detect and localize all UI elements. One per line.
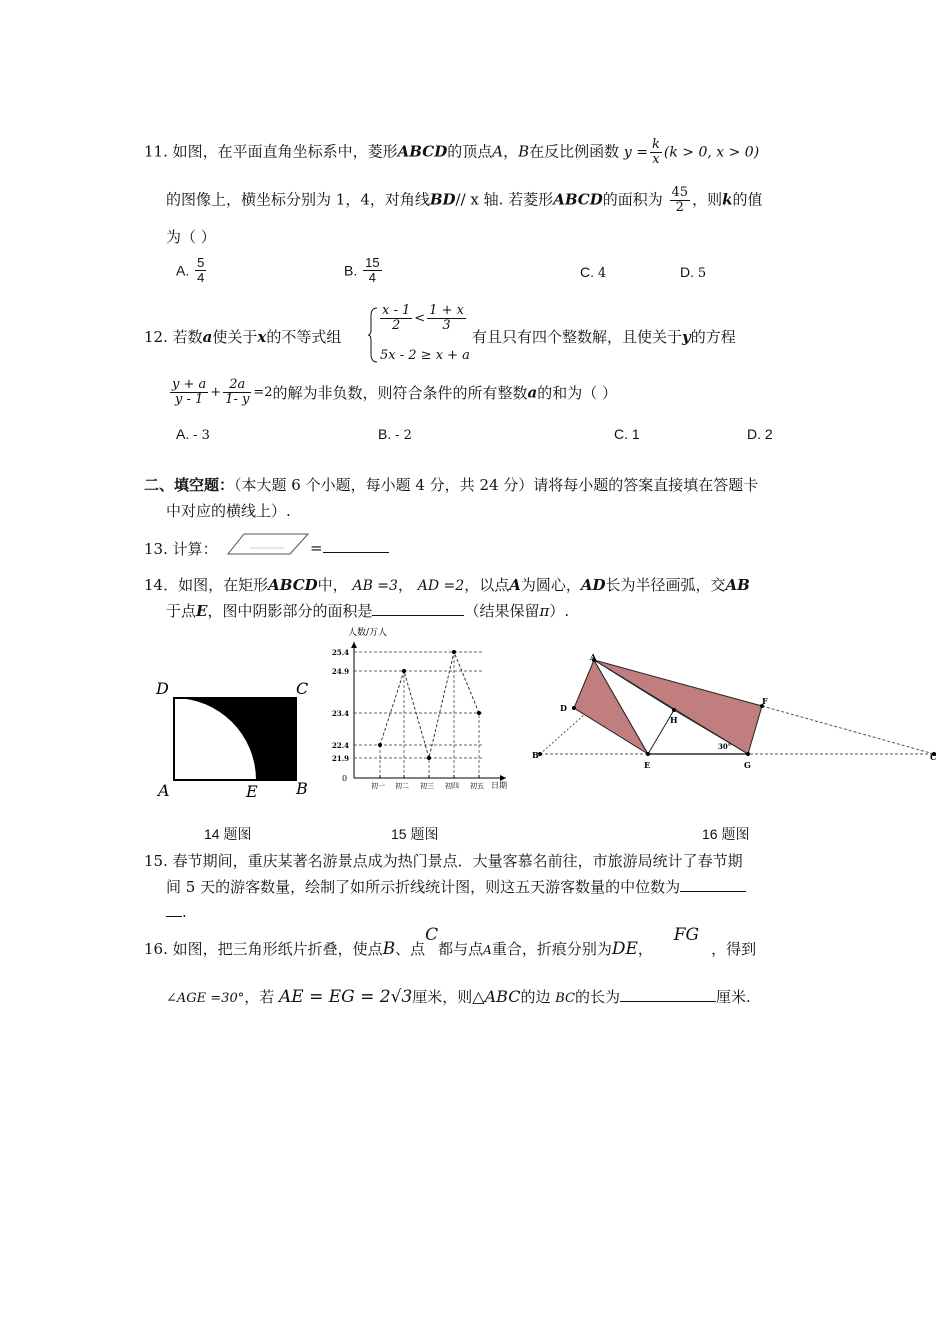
q15-answer-blank-cont[interactable] [166, 902, 182, 917]
section2-line2: 中对应的横线上）. [166, 502, 291, 520]
q12-y: y [682, 328, 691, 346]
q16-angle: ∠AGE =30° [166, 991, 245, 1006]
frac-num: y + a [172, 377, 207, 392]
q11-y-eq: y = [623, 144, 648, 161]
q16-t5: ， [637, 940, 653, 958]
q14-text-2d: ）. [549, 602, 570, 620]
q12-plus: + [210, 385, 222, 400]
q14-abl: AB [725, 576, 750, 594]
q13-answer-blank[interactable] [323, 538, 389, 553]
fig14-label-b: B [296, 779, 308, 798]
q12-line1-right [472, 326, 736, 347]
q15-line1: 15. 春节期间，重庆某著名游景点成为热门景点．大量客慕名前往，市旅游局统计了春节期 [144, 852, 743, 870]
fig16-triangle-diagram [530, 650, 944, 774]
section-instructions: （本大题 6 个小题，每小题 4 分，共 24 分）请将每小题的答案直接填在答题卡 [234, 476, 759, 494]
fig14-label-e: E [246, 782, 258, 801]
q12-text4: 有且只有四个整数解，且使关于 [472, 328, 683, 346]
fig16-point-d [572, 706, 576, 710]
q12-text5: 的方程 [690, 328, 736, 346]
q12-option-b[interactable] [378, 426, 412, 443]
fig16-segment-fc [762, 706, 934, 754]
q12-a-2: a [527, 383, 538, 402]
fig16-angle-label: 30° [718, 742, 732, 751]
q16-a: A [483, 943, 492, 957]
caption-fig16: 16 题图 [702, 826, 750, 842]
option-value: - 2 [395, 428, 412, 443]
q11-text-2d: ，则 [692, 190, 723, 209]
fig15-xtick-label: 初四 [445, 782, 459, 790]
q11-x: x [652, 152, 660, 167]
fig15-axes [351, 642, 506, 781]
frac-num: 1 + x [429, 303, 464, 318]
q11-option-b[interactable] [344, 256, 384, 285]
fig15-gridlines [354, 652, 482, 778]
q13-equals: = [310, 539, 323, 557]
q14-adl: AD [580, 576, 606, 594]
fig15-ylabel: 人数/万人 [348, 628, 388, 638]
q12-eq-frac1 [170, 378, 208, 407]
q16-t7: ，若 [244, 988, 275, 1006]
q13-text: 13. 计算： [144, 540, 218, 558]
q11-a: A [492, 142, 504, 161]
fig15-data-point [427, 756, 431, 760]
q16-t9: 的边 [520, 988, 551, 1006]
frac-den: 3 [442, 318, 451, 333]
q12-ineq1-right [427, 304, 466, 333]
option-label: A. [176, 426, 190, 442]
fig16-label-g: G [744, 760, 751, 770]
fig16-label-b: B [532, 750, 539, 760]
q16-de: DE [611, 939, 638, 959]
caption-fig15: 15 题图 [391, 826, 439, 842]
q15-answer-blank[interactable] [680, 877, 746, 892]
q11-condition: (k > 0, x > 0) [663, 144, 760, 161]
q15-period: . [182, 903, 187, 921]
option-label: B. [344, 262, 358, 279]
q11-text-c: 在反比例函数 [529, 142, 620, 161]
q12-text7: 的和为（ ） [537, 384, 618, 402]
q16-t11: 厘米. [716, 988, 751, 1006]
fig15-ytick-label: 23.4 [332, 709, 350, 718]
option-value: 5 [697, 266, 707, 281]
q12-text1: 若数 [172, 328, 203, 346]
q11-abcd-2: ABCD [553, 190, 603, 209]
fig14-label-c: C [296, 679, 309, 698]
q14-pi: π [539, 602, 550, 620]
q15-text: 间 5 天的游客数量，绘制了如所示折线统计图，则这五天游客数量的中位数为 [166, 878, 681, 896]
q15-line3 [166, 902, 187, 921]
q16-ae: AE = EG = 2√3 [279, 987, 413, 1007]
frac-den: y - 1 [174, 392, 204, 407]
q11-option-b-fraction [363, 256, 381, 285]
option-value: 4 [597, 266, 607, 281]
q14-ab: AB =3 [352, 578, 398, 594]
q14-ad: AD =2 [417, 578, 465, 594]
q11-kx-fraction [650, 138, 662, 167]
section-title: 二、填空题： [144, 476, 235, 494]
q16-abc: △ABC [472, 987, 521, 1006]
q15-line2 [166, 876, 746, 897]
q11-line1 [144, 138, 759, 167]
q12-option-a[interactable] [176, 426, 210, 443]
fig16-label-a: A [590, 652, 597, 662]
fig15-ytick-label: 24.9 [332, 667, 350, 676]
q11-line2 [166, 186, 763, 215]
q14-text-2b: ，图中阴影部分的面积是 [207, 602, 373, 620]
q16-b: B [382, 939, 396, 959]
q11-comma: ， [503, 142, 519, 161]
q11-b: B [518, 142, 530, 161]
q16-t10: 的长为 [575, 988, 621, 1006]
q12-ineq2: 5x - 2 ≥ x + a [380, 348, 470, 363]
q13-expression-image [226, 532, 310, 558]
q16-line2 [166, 986, 751, 1007]
fig16-label-d: D [560, 703, 567, 713]
fig16-point-e [646, 752, 650, 756]
fig15-xtick-label: 初五 [470, 782, 484, 790]
question-number: 11. [144, 142, 168, 161]
q11-line3: 为（ ） [166, 228, 216, 246]
frac-den: 2 [391, 318, 401, 333]
q11-text: 如图，在平面直角坐标系中，菱形 [172, 142, 398, 161]
q11-area-den: 2 [675, 200, 684, 215]
section2-line1 [144, 474, 758, 495]
q11-area-fraction [670, 186, 691, 215]
q14-t1: 如图，在矩形 [178, 576, 269, 594]
option-label: C. [580, 264, 594, 280]
fig15-origin: 0 [342, 774, 348, 783]
q11-abcd: ABCD [397, 142, 448, 161]
frac-num: 2a [223, 378, 251, 393]
q16-answer-blank[interactable] [620, 987, 716, 1002]
fig15-xlabel: 日期 [491, 781, 507, 790]
q14-answer-blank[interactable] [372, 601, 464, 616]
q11-text-2c: 的面积为 [602, 190, 663, 209]
fig15-ytick-label: 22.4 [332, 741, 350, 750]
question-number: 14． [144, 576, 179, 594]
fig15-xticks [371, 775, 484, 790]
q12-line1-left [144, 326, 341, 347]
fig16-label-h: H [670, 715, 678, 725]
frac-num: 15 [365, 255, 380, 270]
q14-e: E [196, 602, 208, 620]
q11-option-a[interactable] [176, 256, 208, 285]
fig15-series-line [380, 652, 479, 758]
frac-den: 4 [197, 270, 205, 285]
q11-k: k [652, 137, 660, 152]
q16-line1 [144, 925, 757, 959]
option-label: B. [378, 426, 392, 442]
q12-line2 [168, 378, 617, 407]
q16-c: C [425, 925, 439, 945]
q16-t3: 都与点 [438, 940, 484, 958]
q14-t4: 为圆心， [520, 576, 581, 594]
question-number: 12. [144, 328, 168, 346]
q11-area-num: 45 [671, 185, 689, 200]
q12-ineq1-left [380, 304, 412, 333]
fig15-xtick-label: 初二 [395, 782, 409, 790]
q14-text-2c: （结果保留 [464, 602, 540, 620]
option-label: A. [176, 262, 190, 279]
fig15-yticks [332, 648, 349, 763]
q11-text-2b: // x 轴. 若菱形 [455, 190, 554, 209]
q16-bc: BC [555, 991, 575, 1006]
q14-t5: 长为半径画弧，交 [605, 576, 726, 594]
fig14-label-d: D [156, 679, 169, 698]
q11-option-c[interactable] [580, 264, 606, 281]
q13-answer [310, 538, 389, 557]
q11-k-2: k [722, 190, 733, 209]
option-label: D. [680, 264, 694, 280]
q12-x: x [257, 328, 267, 346]
q14-t3: ，以点 [464, 576, 510, 594]
q12-eq-frac2 [223, 378, 251, 407]
q12-text6: 的解为非负数，则符合条件的所有整数 [272, 384, 528, 402]
q16-t4: 重合，折痕分别为 [491, 940, 612, 958]
fig16-point-h [672, 708, 676, 712]
fig14-label-a: A [158, 781, 170, 800]
q16-t8: 厘米，则 [412, 988, 473, 1006]
q16-t1: 16. 如图，把三角形纸片折叠，使点 [144, 940, 383, 958]
fig16-label-e: E [644, 760, 651, 770]
q14-text-2a: 于点 [166, 602, 197, 620]
q12-option-d[interactable]: D. 2 [747, 426, 773, 442]
q13-line [144, 538, 218, 559]
fig15-data-point [452, 650, 456, 654]
fig15-ytick-label: 21.9 [332, 754, 350, 763]
fig16-label-c: C [930, 752, 937, 762]
q14-abcd: ABCD [268, 576, 318, 594]
frac-den: 4 [368, 270, 376, 285]
q11-option-a-fraction [195, 256, 206, 285]
fig15-data-point [477, 711, 481, 715]
q12-text3: 的不等式组 [266, 328, 342, 346]
q11-text-2a: 的图像上，横坐标分别为 1，4，对角线 [166, 190, 430, 209]
frac-den: 1- y [225, 392, 250, 407]
q12-text2: 使关于 [212, 328, 258, 346]
q12-a: a [202, 328, 213, 346]
fig15-line-chart [330, 624, 520, 796]
fig15-y-arrow [351, 642, 357, 648]
fig15-data-point [402, 669, 406, 673]
q11-text-2e: 的值 [732, 190, 763, 209]
q11-text-b: 的顶点 [447, 142, 493, 161]
fig14-rectangle-diagram [150, 676, 320, 802]
q14-line2 [166, 600, 569, 621]
option-value: - 3 [193, 428, 210, 443]
frac-num: x - 1 [382, 303, 411, 318]
q16-fg: FG [673, 925, 700, 945]
q14-line1 [144, 574, 750, 595]
q14-sep: ， [397, 576, 413, 594]
frac-num: 5 [197, 255, 205, 270]
fig15-xtick-label: 初三 [420, 782, 434, 790]
fig15-ytick-label: 25.4 [332, 648, 350, 657]
q16-t6: ，得到 [711, 940, 757, 958]
fig15-xtick-label: 初一 [371, 782, 385, 790]
q14-t2: 中， [317, 576, 348, 594]
q16-t2: 、点 [395, 940, 426, 958]
q12-lt: < [414, 311, 426, 326]
fig15-series [378, 650, 481, 760]
fig16-point-g [746, 752, 750, 756]
q12-rhs: =2 [253, 385, 273, 400]
q14-a: A [509, 576, 521, 594]
q12-ineq1 [378, 304, 468, 333]
fig15-data-point [378, 743, 382, 747]
q11-bd: BD [429, 190, 456, 209]
caption-fig14: 14 题图 [204, 826, 252, 842]
fig16-label-f: F [762, 696, 768, 706]
q12-option-c[interactable]: C. 1 [614, 426, 640, 442]
q11-option-d[interactable] [680, 264, 706, 281]
